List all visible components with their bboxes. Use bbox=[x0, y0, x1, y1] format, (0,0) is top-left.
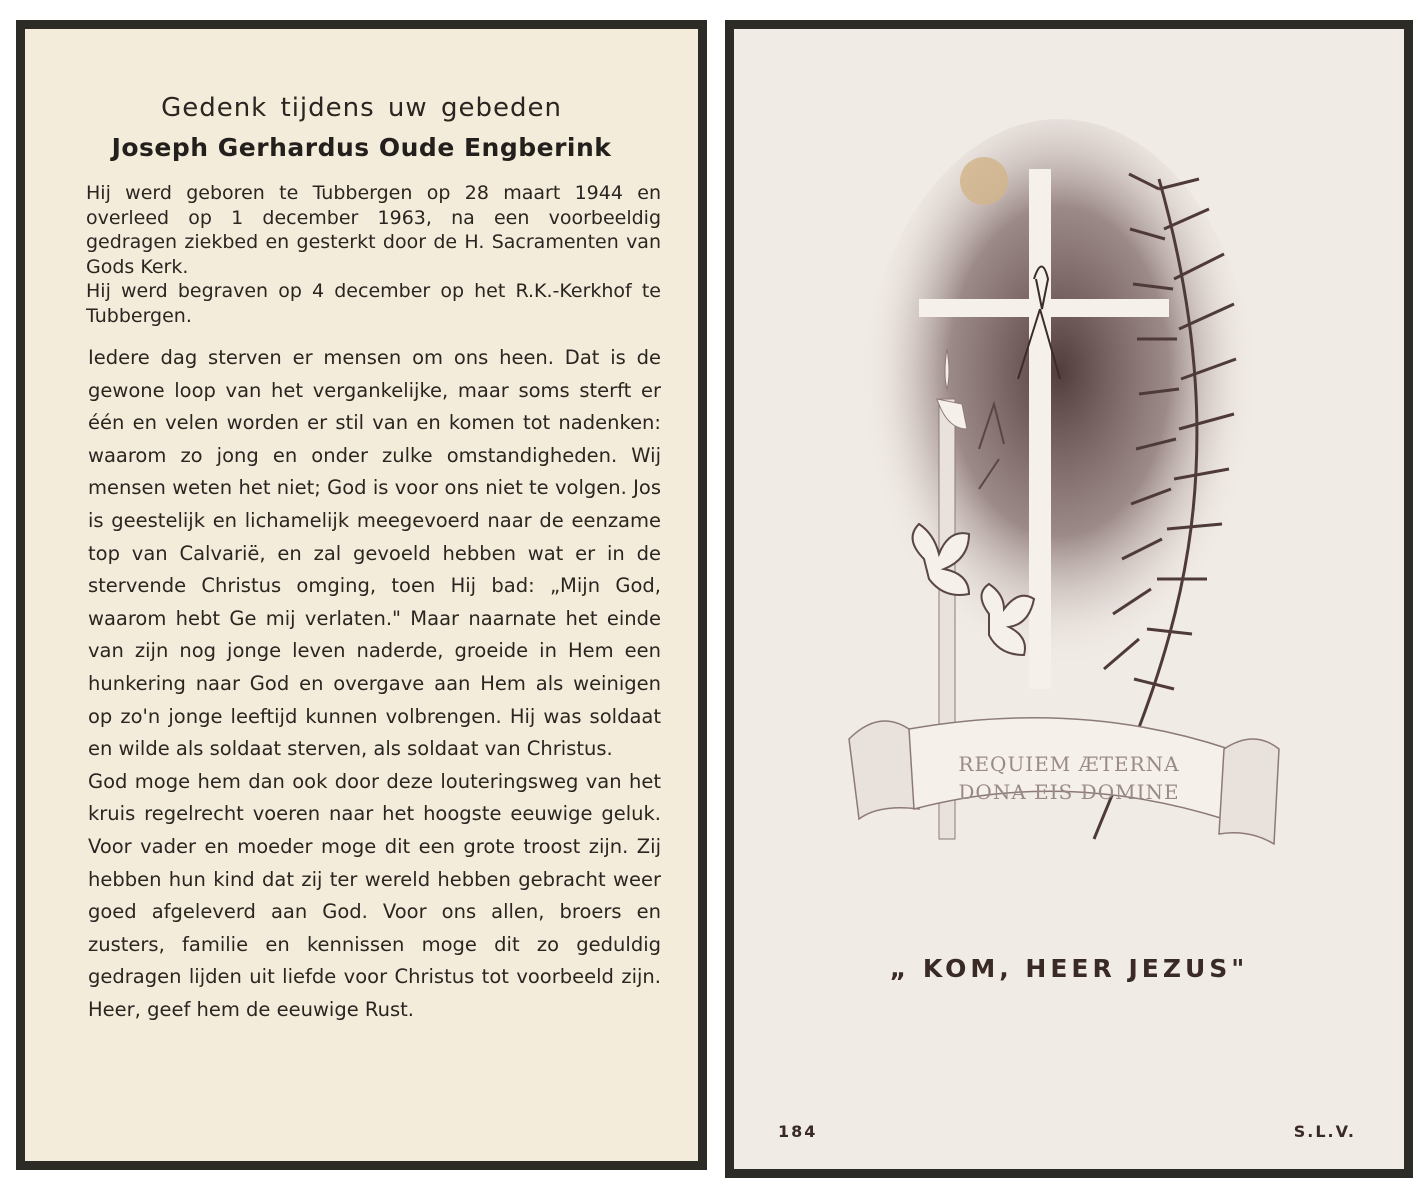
memorial-text bbox=[88, 342, 661, 1026]
banner-line-2: DONA EIS DOMINE bbox=[958, 780, 1180, 804]
print-number: 184 bbox=[778, 1122, 818, 1141]
memorial-paragraph-1: Iedere dag sterven er mensen om ons heen. Dat is de gewone loop van het vergankelijke, maar soms sterft er één en velen worden er stil van en komen tot nadenken: waarom zo jong en onder zulke omstandigheden. Wij mensen weten het niet; God is voor ons niet te volgen. Jos is geestelijk en lichamelijk meegevoerd naar de eenzame top van Calvarië, en zal gevoeld hebben wat er in de stervende Christus omging, toen Hij bad: „Mijn God, waarom hebt Ge mij verlaten." Maar naarnate het einde van zijn nog jonge leven naderde, groeide in Hem een hunkering naar God en overgave aan Hem als weinigen op zo'n jonge leeftijd kunnen volbrengen. Hij was soldaat en wilde als soldaat sterven, als soldaat van Christus. bbox=[88, 346, 661, 761]
facts-birth-death: Hij werd geboren te Tubbergen op 28 maart 1944 en overleed op 1 december 1963, na een voorbeeldig gedragen ziekbed en gesterkt door de H. Sacramenten van Gods Kerk. bbox=[86, 182, 661, 278]
facts-burial: Hij werd begraven op 4 december op het R.K.-Kerkhof te Tubbergen. bbox=[86, 280, 661, 327]
cross-vertical bbox=[1029, 169, 1051, 689]
slogan: „ KOM, HEER JEZUS" bbox=[889, 954, 1249, 983]
memorial-paragraph-2: God moge hem dan ook door deze louteringsweg van het kruis regelrecht voeren naar het hoogste eeuwige geluk. Voor vader en moeder moge dit een grote troost zijn. Zij hebben hun kind dat zij ter wereld hebben gebracht weer goed afgeleverd aan God. Voor ons allen, broers en zusters, familie en kennissen moge dit zo geduldig gedragen lijden uit liefde voor Christus tot voorbeeld zijn. Heer, geef hem de eeuwige Rust. bbox=[88, 769, 661, 1021]
biographical-facts bbox=[86, 181, 661, 328]
shadow-halo bbox=[859, 119, 1259, 719]
cross-illustration bbox=[829, 119, 1289, 869]
memorial-card-image-side bbox=[725, 20, 1413, 1178]
text-panel bbox=[25, 29, 698, 1161]
intro-line: Gedenk tijdens uw gebeden bbox=[161, 93, 562, 123]
scroll-banner bbox=[849, 718, 1279, 844]
banner-line-1: REQUIEM ÆTERNA bbox=[958, 752, 1180, 776]
publisher-mark: S.L.V. bbox=[1293, 1122, 1356, 1141]
memorial-card-text-side bbox=[16, 20, 707, 1170]
stain bbox=[960, 157, 1008, 205]
image-panel bbox=[734, 29, 1404, 1169]
deceased-name: Joseph Gerhardus Oude Engberink bbox=[111, 133, 612, 162]
